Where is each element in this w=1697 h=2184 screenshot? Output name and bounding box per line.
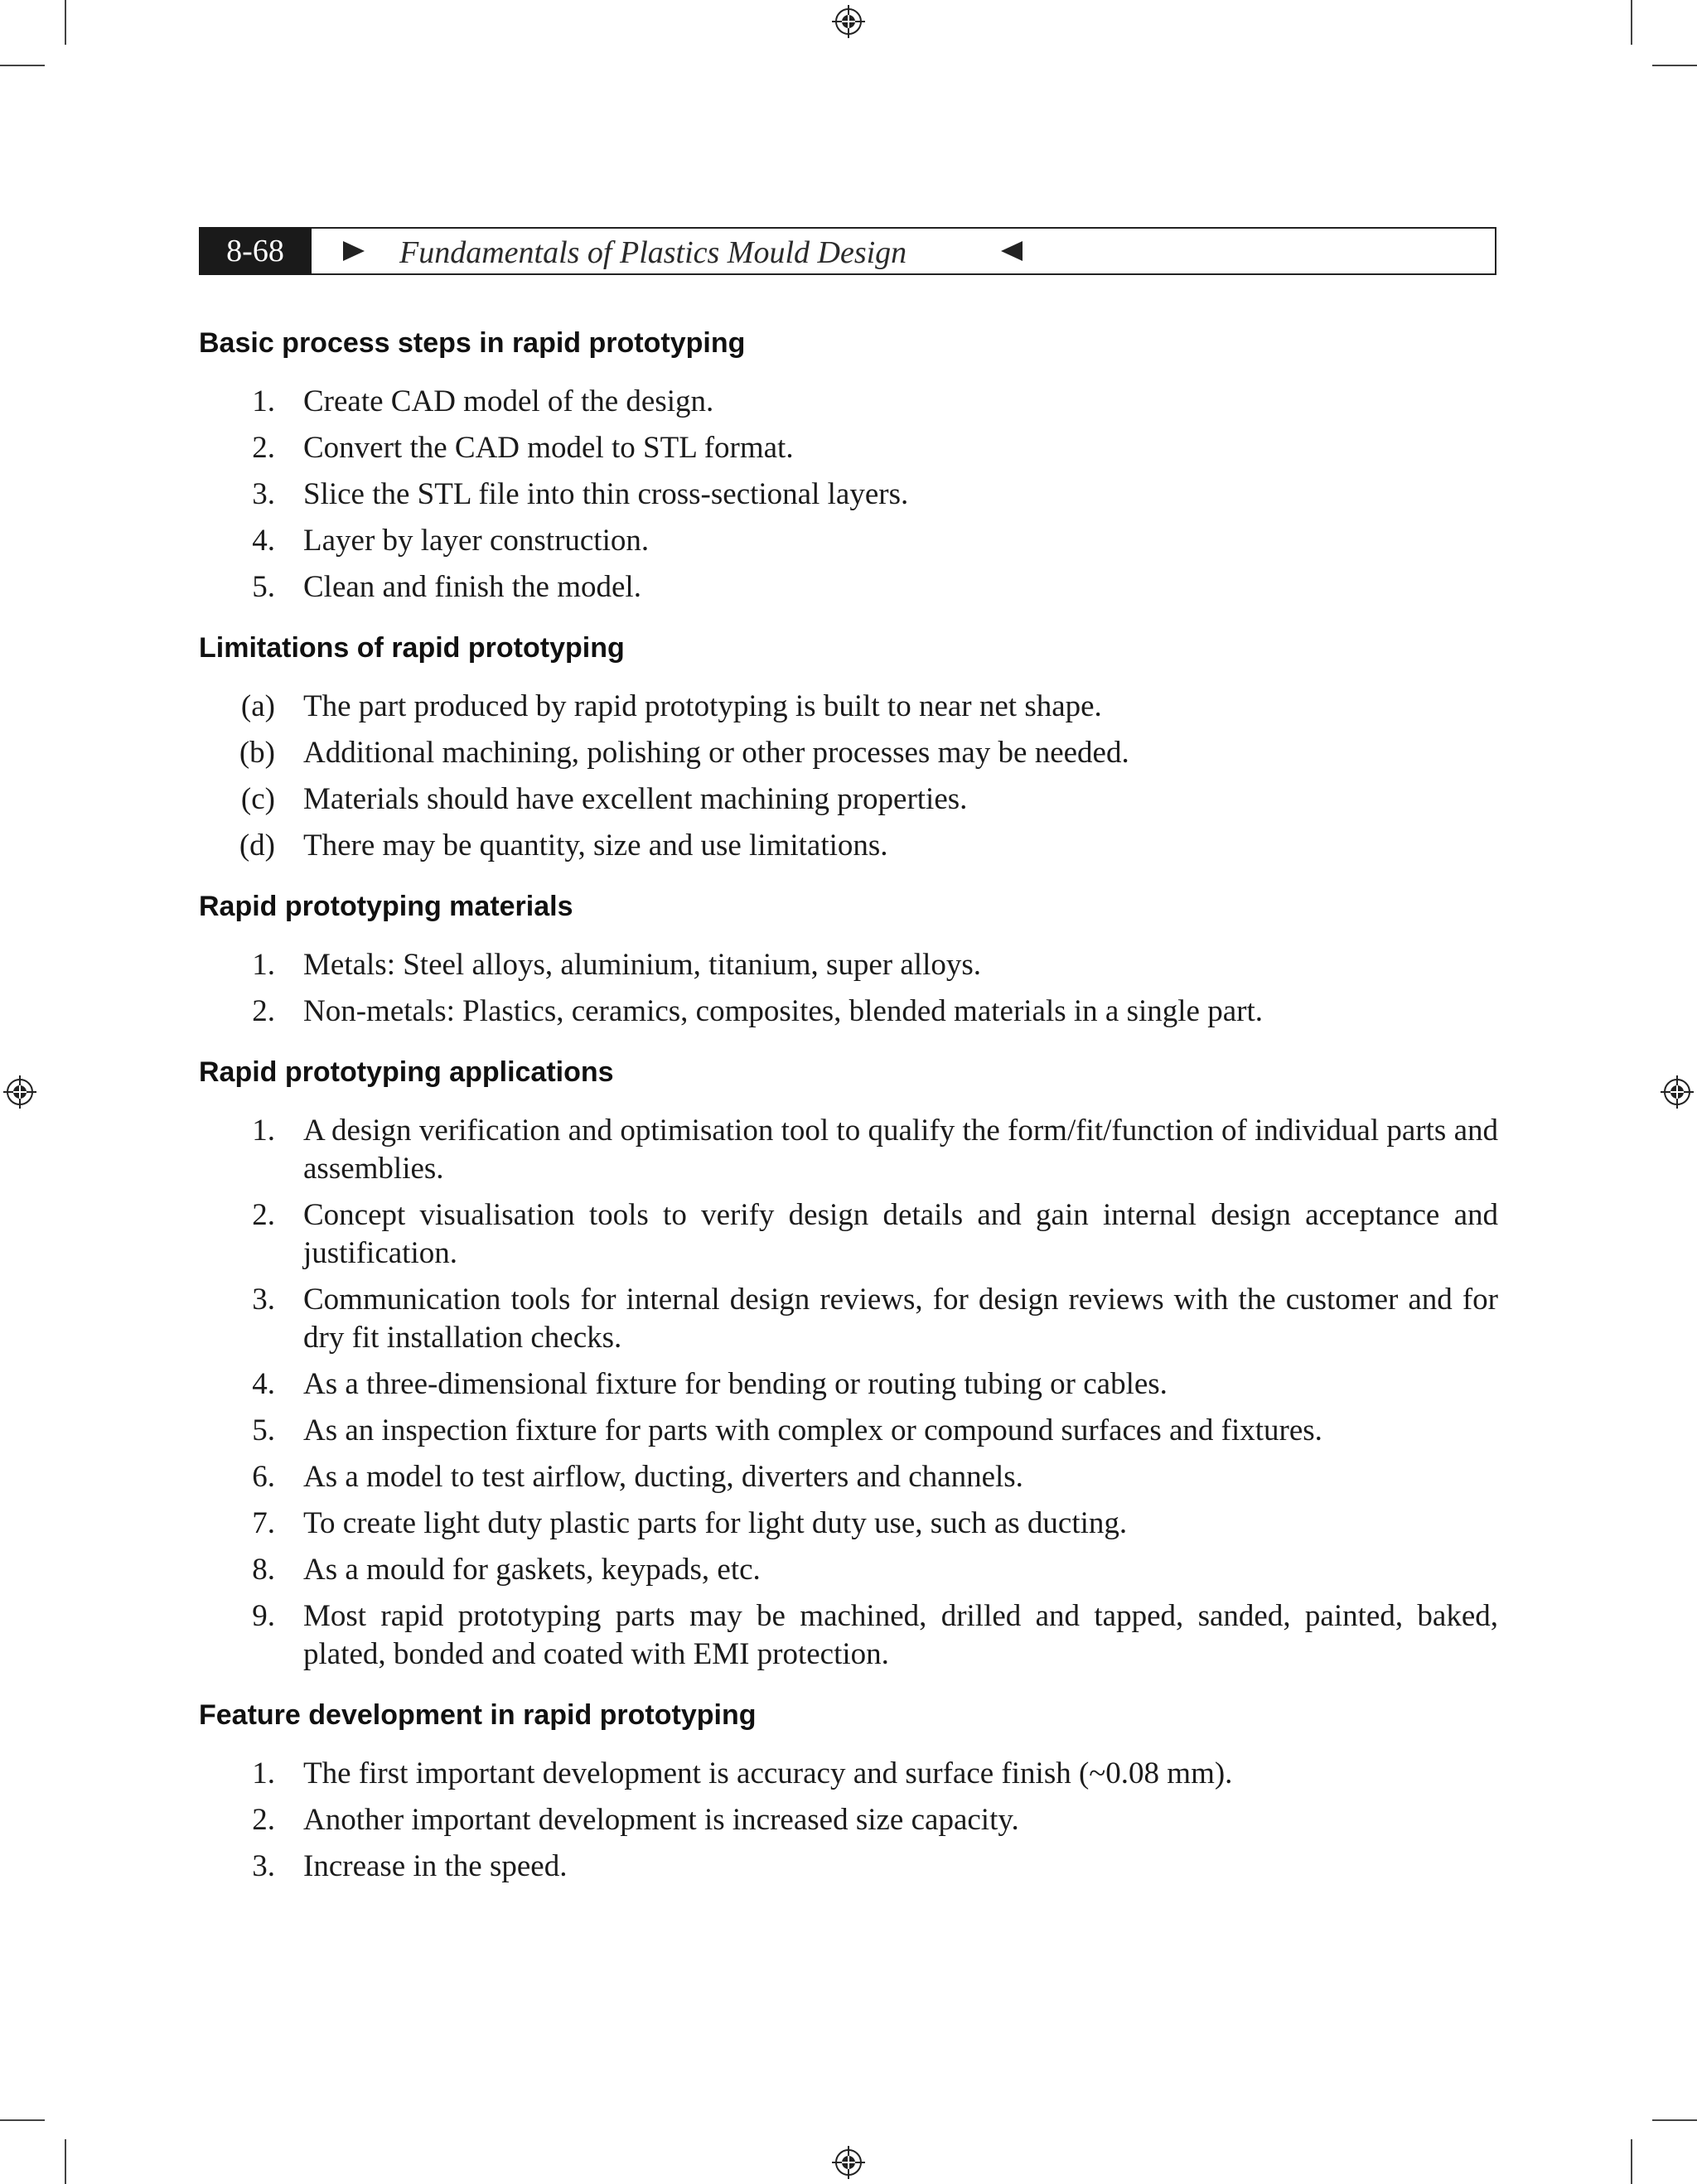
list-item [199, 429, 1498, 467]
list-item [199, 383, 1498, 421]
list-item [199, 993, 1498, 1031]
list-item-text: Most rapid prototyping parts may be machined, drilled and tapped, sanded, painted, baked, plated, bonded and coated with EMI protection. [303, 1599, 1498, 1671]
numbered-list [199, 946, 1498, 1031]
crop-mark-bottom-right-horizontal [1652, 2119, 1697, 2121]
list-item-text: The part produced by rapid prototyping is built to near net shape. [303, 689, 1102, 723]
list-marker: 4. [252, 524, 275, 558]
numbered-list [199, 1112, 1498, 1674]
list-item-text: As a mould for gaskets, keypads, etc. [303, 1553, 761, 1587]
running-header [199, 227, 1496, 275]
list-item-text: As a three-dimensional fixture for bending or routing tubing or cables. [303, 1367, 1168, 1401]
section-limitations [199, 628, 1498, 865]
list-marker: 3. [252, 1283, 275, 1317]
list-item [199, 827, 1498, 865]
list-item [199, 568, 1498, 606]
numbered-list [199, 1755, 1498, 1886]
list-item [199, 1801, 1498, 1839]
section-heading: Limitations of rapid prototyping [199, 632, 625, 664]
list-marker: 1. [252, 1114, 275, 1148]
list-item-text: Metals: Steel alloys, aluminium, titanium, super alloys. [303, 948, 982, 982]
list-item [199, 1597, 1498, 1674]
list-marker: (d) [239, 829, 275, 862]
list-marker: 5. [252, 570, 275, 604]
list-item [199, 522, 1498, 560]
list-item-text: Additional machining, polishing or other processes may be needed. [303, 736, 1129, 770]
registration-mark-icon [832, 2146, 865, 2179]
list-marker: (a) [240, 689, 275, 723]
crop-mark-top-right-vertical [1631, 0, 1632, 45]
list-marker: 1. [252, 1756, 275, 1790]
list-item-text: A design verification and optimisation tool to qualify the form/fit/function of individual parts and assemblies. [303, 1114, 1498, 1186]
list-item [199, 734, 1498, 772]
list-item [199, 688, 1498, 726]
list-item-text: Materials should have excellent machining properties. [303, 782, 968, 816]
list-marker: 6. [252, 1460, 275, 1494]
numbered-list [199, 383, 1498, 606]
section-heading: Basic process steps in rapid prototyping [199, 327, 746, 359]
lettered-list [199, 688, 1498, 865]
list-item [199, 1365, 1498, 1404]
list-item-text: Convert the CAD model to STL format. [303, 431, 794, 465]
list-item-text: Concept visualisation tools to verify design details and gain internal design acceptance and justification. [303, 1198, 1498, 1270]
section-heading: Feature development in rapid prototyping [199, 1699, 757, 1731]
crop-mark-top-right-horizontal [1652, 65, 1697, 66]
list-item [199, 1412, 1498, 1450]
section-heading: Rapid prototyping materials [199, 891, 573, 922]
arrow-right-icon [343, 241, 365, 261]
list-marker: 4. [252, 1367, 275, 1401]
list-item-text: Slice the STL file into thin cross-sectional layers. [303, 477, 909, 511]
section-feature-development [199, 1695, 1498, 1886]
list-item-text: There may be quantity, size and use limitations. [303, 829, 888, 862]
list-item [199, 1196, 1498, 1273]
list-item-text: Communication tools for internal design reviews, for design reviews with the customer and for dry fit installation checks. [303, 1283, 1498, 1355]
list-marker: 2. [252, 1198, 275, 1232]
section-heading: Rapid prototyping applications [199, 1056, 614, 1088]
list-item [199, 1848, 1498, 1886]
list-item-text: Create CAD model of the design. [303, 384, 714, 418]
list-item-text: Clean and finish the model. [303, 570, 641, 604]
list-item [199, 1551, 1498, 1589]
list-marker: 2. [252, 1803, 275, 1837]
list-item-text: As a model to test airflow, ducting, diverters and channels. [303, 1460, 1023, 1494]
list-marker: 5. [252, 1413, 275, 1447]
crop-mark-top-left-horizontal [0, 65, 45, 66]
list-item-text: Layer by layer construction. [303, 524, 650, 558]
page-content [199, 323, 1498, 1907]
list-item-text: To create light duty plastic parts for light duty use, such as ducting. [303, 1506, 1128, 1540]
list-marker: 7. [252, 1506, 275, 1540]
list-marker: 1. [252, 384, 275, 418]
section-applications [199, 1052, 1498, 1674]
list-marker: 1. [252, 948, 275, 982]
registration-mark-icon [1661, 1075, 1694, 1109]
crop-mark-bottom-left-vertical [65, 2139, 66, 2184]
crop-mark-bottom-right-vertical [1631, 2139, 1632, 2184]
list-item-text: As an inspection fixture for parts with complex or compound surfaces and fixtures. [303, 1413, 1322, 1447]
list-item-text: Non-metals: Plastics, ceramics, composites, blended materials in a single part. [303, 994, 1264, 1028]
list-item [199, 946, 1498, 984]
list-item [199, 476, 1498, 514]
arrow-left-icon [1001, 241, 1023, 261]
list-marker: 9. [252, 1599, 275, 1633]
list-marker: (c) [240, 782, 275, 816]
section-materials [199, 887, 1498, 1031]
list-item [199, 1281, 1498, 1357]
list-item-text: Another important development is increased size capacity. [303, 1803, 1019, 1837]
registration-mark-icon [832, 5, 865, 38]
list-marker: 2. [252, 431, 275, 465]
list-item [199, 1112, 1498, 1188]
section-basic-process-steps [199, 323, 1498, 606]
list-marker: 8. [252, 1553, 275, 1587]
list-marker: 2. [252, 994, 275, 1028]
list-item [199, 1755, 1498, 1793]
list-marker: 3. [252, 477, 275, 511]
registration-mark-icon [3, 1075, 36, 1109]
page-number: 8-68 [199, 227, 312, 275]
list-marker: 3. [252, 1849, 275, 1883]
crop-mark-bottom-left-horizontal [0, 2119, 45, 2121]
list-item [199, 1505, 1498, 1543]
list-item [199, 780, 1498, 819]
list-item [199, 1458, 1498, 1496]
list-item-text: Increase in the speed. [303, 1849, 568, 1883]
list-marker: (b) [239, 736, 275, 770]
book-title: Fundamentals of Plastics Mould Design [399, 235, 907, 270]
list-item-text: The first important development is accuracy and surface finish (~0.08 mm). [303, 1756, 1233, 1790]
crop-mark-top-left-vertical [65, 0, 66, 45]
